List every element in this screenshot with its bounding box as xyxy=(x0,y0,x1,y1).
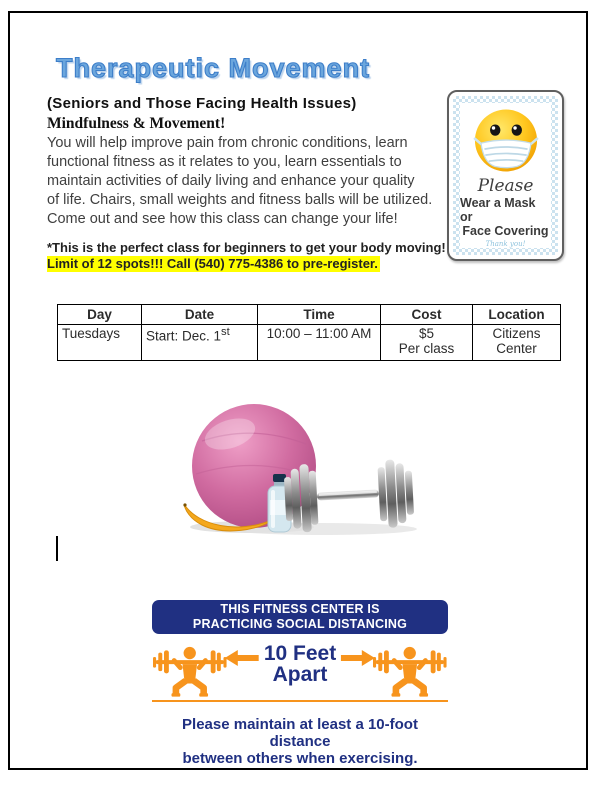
distance-text xyxy=(264,643,336,685)
tagline: Mindfulness & Movement! xyxy=(47,115,226,132)
header-cost: Cost xyxy=(381,305,473,325)
header-line2: PRACTICING SOCIAL DISTANCING xyxy=(192,616,408,631)
cost-unit: Per class xyxy=(398,341,455,356)
arrow-left-icon xyxy=(225,650,259,666)
body-line: Come out and see how this class can change your life! xyxy=(47,211,398,227)
date-text: Start: Dec. 1 xyxy=(146,328,222,344)
beginners-note: *This is the perfect class for beginners to get your body moving! xyxy=(47,240,446,255)
distancing-sign-header xyxy=(152,600,448,634)
dumbbell-icon xyxy=(283,459,414,534)
header-line1: THIS FITNESS CENTER IS xyxy=(220,602,380,616)
ground-line xyxy=(152,700,448,702)
cell-location xyxy=(473,325,561,361)
text-cursor[interactable] xyxy=(56,536,58,561)
page-subtitle: (Seniors and Those Facing Health Issues) xyxy=(47,95,357,112)
mask-sign-please: Please xyxy=(477,176,534,196)
registration-highlight: Limit of 12 spots!!! Call (540) 775-4386 to pre-register. xyxy=(47,256,378,271)
header-date: Date xyxy=(142,305,258,325)
fitness-equipment-image xyxy=(172,396,430,538)
table-header-row xyxy=(58,305,561,325)
mask-sign-content xyxy=(460,103,551,248)
table-row xyxy=(58,325,561,361)
body-line: functional fitness as it relates to you, learn essentials to xyxy=(47,154,402,170)
cell-time: 10:00 – 11:00 AM xyxy=(258,325,381,361)
distancing-sign-middle xyxy=(152,634,448,708)
footer-line1: Please maintain at least a 10-foot distance xyxy=(182,716,418,750)
cell-day: Tuesdays xyxy=(58,325,142,361)
distancing-sign-footer xyxy=(152,716,448,767)
distance-line1: 10 Feet xyxy=(263,642,337,665)
arrow-right-icon xyxy=(341,650,375,666)
header-time: Time xyxy=(258,305,381,325)
weightlifter-icon xyxy=(373,643,447,701)
header-location: Location xyxy=(473,305,561,325)
masked-emoji-icon xyxy=(468,106,544,175)
location-line1: Citizens xyxy=(492,326,541,341)
mask-sign-line1: Wear a Mask or xyxy=(460,196,536,224)
mask-sign-border xyxy=(453,96,558,255)
mask-sign-line2: Face Covering xyxy=(462,224,549,238)
cell-cost xyxy=(381,325,473,361)
mask-sign-thanks: Thank you! xyxy=(485,240,526,248)
footer-line2: between others when exercising. xyxy=(182,750,418,767)
cell-date xyxy=(142,325,258,361)
schedule-table xyxy=(57,304,561,361)
weightlifter-icon xyxy=(153,643,227,701)
distance-line2: Apart xyxy=(272,663,328,686)
page-title: Therapeutic Movement xyxy=(56,53,371,83)
body-line: You will help improve pain from chronic conditions, learn xyxy=(47,135,408,151)
body-paragraph xyxy=(47,134,477,229)
header-day: Day xyxy=(58,305,142,325)
location-line2: Center xyxy=(496,341,537,356)
distance-callout xyxy=(225,643,375,685)
cost-amount: $5 xyxy=(418,326,435,341)
body-line: of life. Chairs, small weights and fitness balls will be utilized. xyxy=(47,192,433,208)
mask-sign xyxy=(447,90,564,261)
date-superscript: st xyxy=(221,326,230,338)
body-line: maintain activities of daily living and enhance your quality xyxy=(47,173,415,189)
social-distancing-sign xyxy=(152,600,448,767)
